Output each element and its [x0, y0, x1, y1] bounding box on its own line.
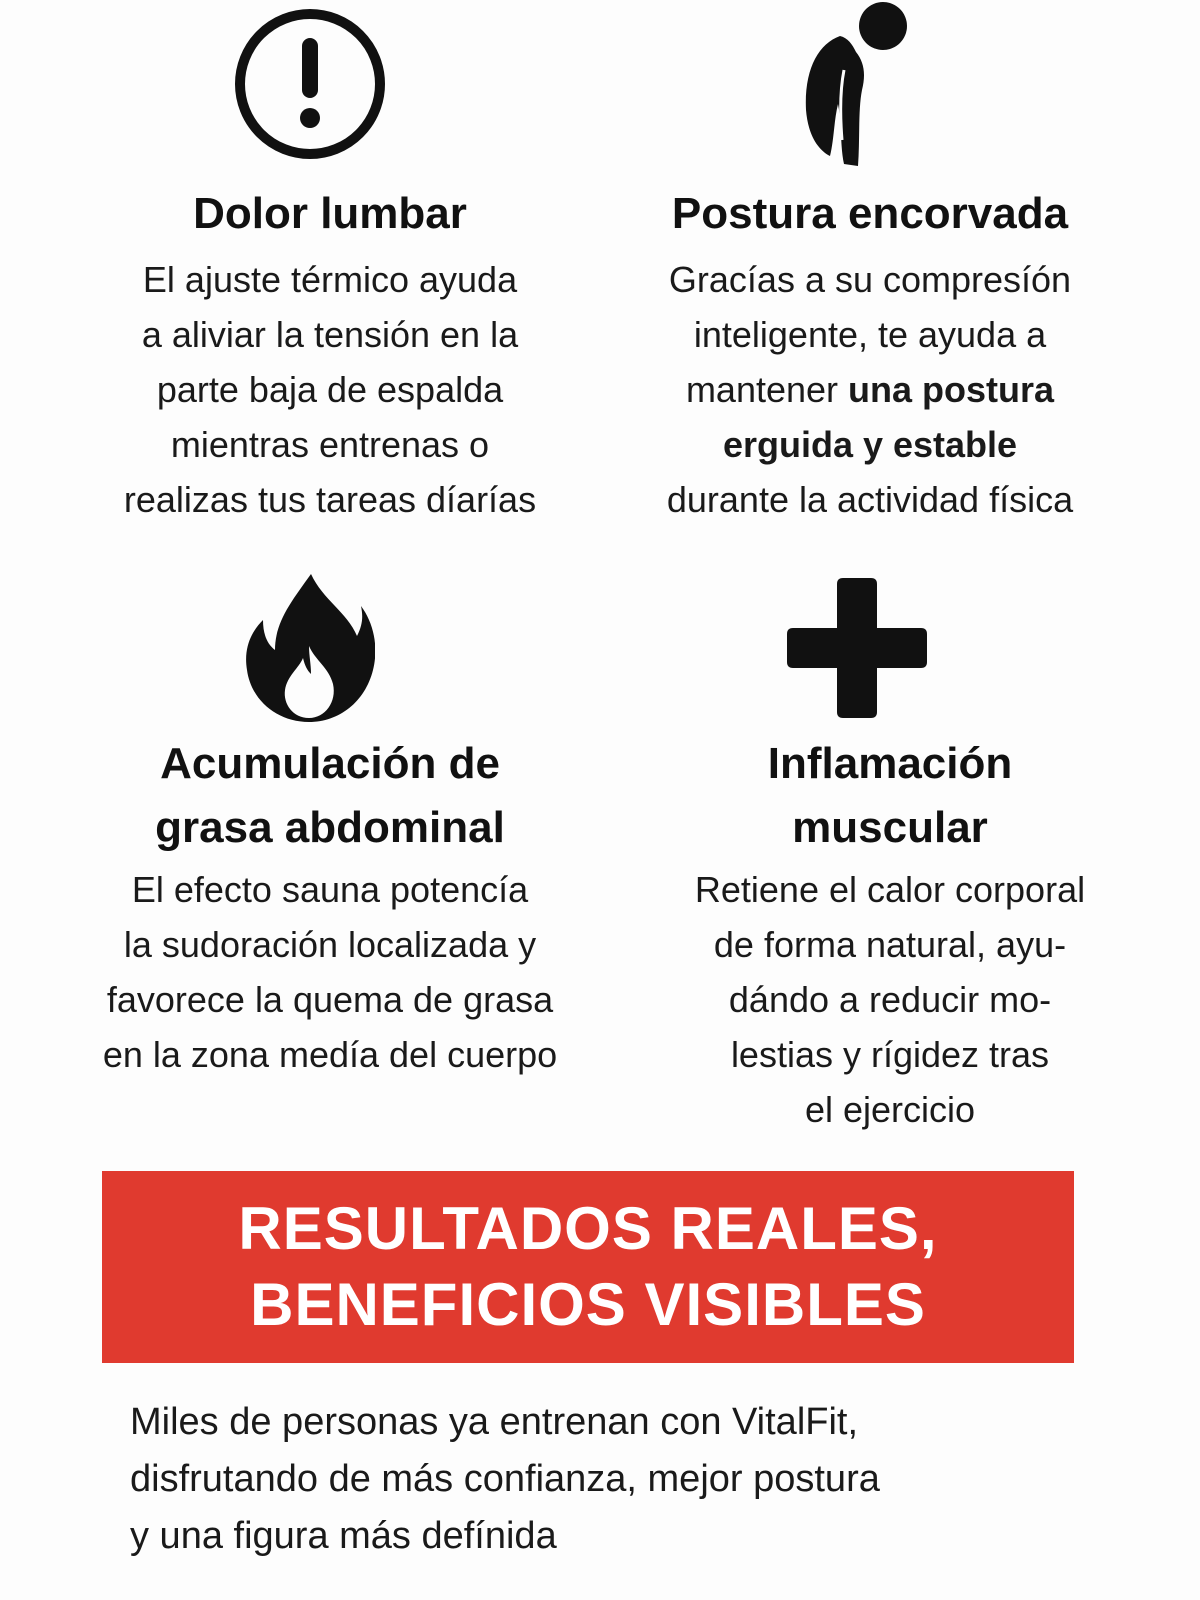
- medical-cross-icon: [787, 578, 927, 718]
- benefit-description: [60, 862, 600, 1082]
- benefit-title: [60, 732, 600, 860]
- description-line: realizas tus tareas díarías: [123, 479, 537, 520]
- description-line: El efecto sauna potencía: [131, 869, 529, 910]
- title-line: muscular: [792, 803, 988, 852]
- description-line: Retiene el calor corporal: [694, 869, 1086, 910]
- description-line: la sudoración localizada y: [123, 924, 537, 965]
- benefit-description: [600, 252, 1140, 527]
- banner-heading-line: BENEFICIOS VISIBLES: [250, 1271, 926, 1338]
- description-text: mantener: [685, 369, 849, 410]
- description-emphasis: erguida y estable: [722, 424, 1018, 465]
- benefit-card-hunched-posture: [600, 0, 1140, 560]
- benefit-description: [630, 862, 1150, 1137]
- benefit-title: Postura encorvada: [671, 189, 1069, 238]
- title-line: Inflamación: [767, 739, 1013, 788]
- title-line: grasa abdominal: [155, 803, 505, 852]
- flame-icon: [245, 572, 375, 724]
- closing-line: disfrutando de más confianza, mejor postura: [130, 1458, 880, 1500]
- benefit-title: Dolor lumbar: [193, 189, 467, 238]
- description-line: El ajuste térmico ayuda: [142, 259, 518, 300]
- exclamation-circle-icon: [230, 4, 390, 164]
- description-line: dándo a reducir mo-: [728, 979, 1052, 1020]
- benefit-title: [630, 732, 1150, 860]
- title-line: Acumulación de: [160, 739, 500, 788]
- description-emphasis: una postura: [848, 369, 1055, 410]
- description-line: inteligente, te ayuda a: [693, 314, 1047, 355]
- hunched-person-icon: [800, 0, 910, 170]
- description-line: mientras entrenas o: [170, 424, 490, 465]
- description-line: el ejercicio: [804, 1089, 976, 1130]
- benefit-card-lower-back-pain: [60, 0, 600, 560]
- description-line: lestias y rígidez tras: [730, 1034, 1050, 1075]
- benefit-card-abdominal-fat: [60, 570, 600, 1170]
- description-line: parte baja de espalda: [156, 369, 504, 410]
- benefit-description: [60, 252, 600, 527]
- description-line: [600, 362, 1140, 417]
- banner-heading-line: RESULTADOS REALES,: [238, 1195, 938, 1262]
- closing-paragraph: [130, 1394, 1130, 1565]
- description-line: de forma natural, ayu-: [713, 924, 1067, 965]
- closing-line: Miles de personas ya entrenan con VitalFit,: [130, 1401, 859, 1443]
- description-line: Gracías a su compresíón: [668, 259, 1072, 300]
- description-line: favorece la quema de grasa: [106, 979, 554, 1020]
- description-line: durante la actividad física: [666, 479, 1074, 520]
- description-line: a aliviar la tensión en la: [141, 314, 519, 355]
- description-line: [600, 417, 1140, 472]
- results-banner: [102, 1171, 1074, 1363]
- closing-line: y una figura más defínida: [130, 1515, 557, 1557]
- description-line: en la zona medía del cuerpo: [102, 1034, 558, 1075]
- benefit-card-muscle-inflammation: [630, 570, 1150, 1170]
